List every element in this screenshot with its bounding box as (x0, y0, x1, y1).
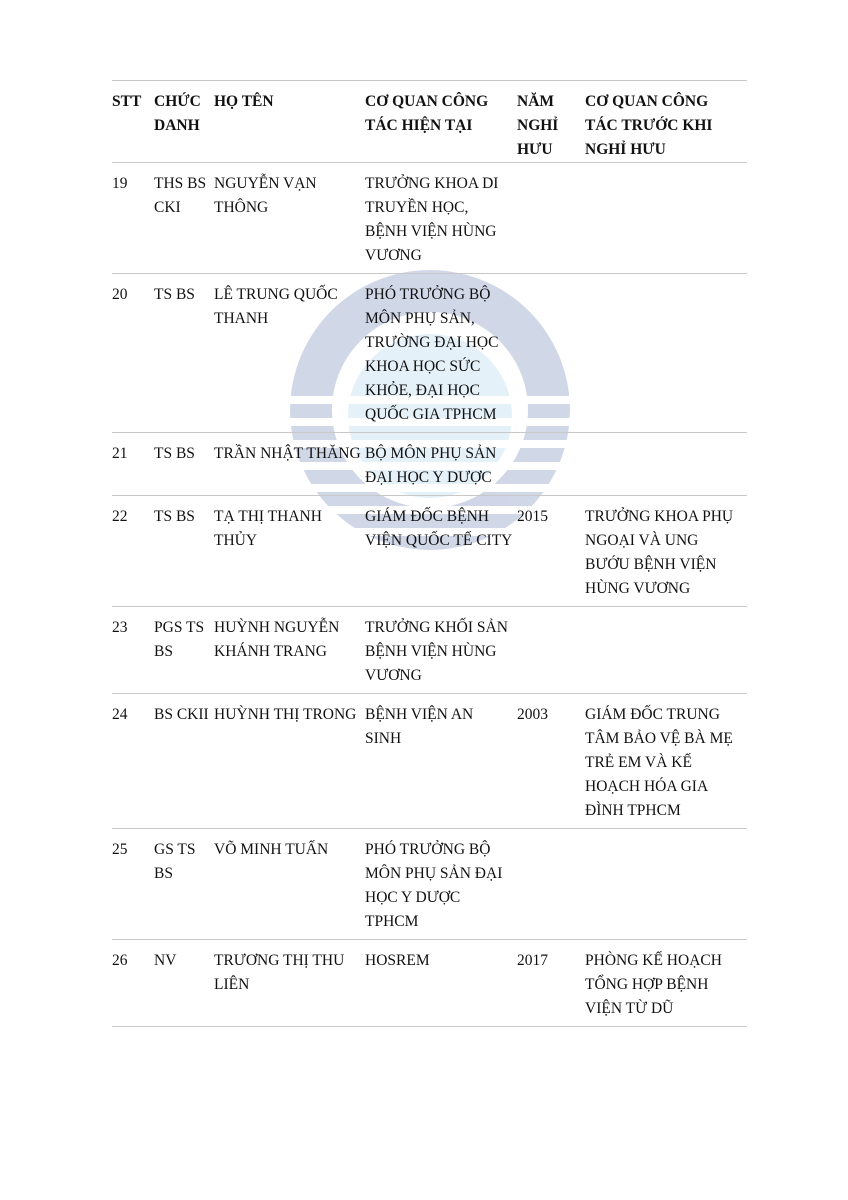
cell-title: TS BS (154, 496, 214, 607)
cell-stt: 24 (112, 694, 154, 829)
header-stt: STT (112, 81, 154, 163)
cell-org: TRƯỞNG KHỐI SẢN BỆNH VIỆN HÙNG VƯƠNG (365, 607, 517, 694)
cell-prev-org: GIÁM ĐỐC TRUNG TÂM BẢO VỆ BÀ MẸ TRẺ EM VÀ KẾ HOẠCH HÓA GIA ĐÌNH TPHCM (585, 694, 747, 829)
cell-prev-org (585, 163, 747, 274)
header-title: CHỨC DANH (154, 81, 214, 163)
cell-name: NGUYỄN VẠN THÔNG (214, 163, 365, 274)
header-prev-org: CƠ QUAN CÔNG TÁC TRƯỚC KHI NGHỈ HƯU (585, 81, 747, 163)
table-row (112, 496, 747, 607)
cell-title: NV (154, 940, 214, 1027)
cell-year: 2017 (517, 940, 585, 1027)
cell-year (517, 829, 585, 940)
cell-org: GIÁM ĐỐC BỆNH VIỆN QUỐC TẾ CITY (365, 496, 517, 607)
table-row (112, 694, 747, 829)
header-name: HỌ TÊN (214, 81, 365, 163)
cell-year (517, 163, 585, 274)
cell-stt: 25 (112, 829, 154, 940)
cell-title: PGS TS BS (154, 607, 214, 694)
cell-name: LÊ TRUNG QUỐC THANH (214, 274, 365, 433)
cell-org: BỘ MÔN PHỤ SẢN ĐẠI HỌC Y DƯỢC (365, 433, 517, 496)
cell-title: GS TS BS (154, 829, 214, 940)
cell-title: TS BS (154, 433, 214, 496)
cell-org: PHÓ TRƯỞNG BỘ MÔN PHỤ SẢN ĐẠI HỌC Y DƯỢC TPHCM (365, 829, 517, 940)
cell-name: TRẦN NHẬT THĂNG (214, 433, 365, 496)
table-row (112, 274, 747, 433)
cell-prev-org: TRƯỞNG KHOA PHỤ NGOẠI VÀ UNG BƯỚU BỆNH VIỆN HÙNG VƯƠNG (585, 496, 747, 607)
header-year: NĂM NGHỈ HƯU (517, 81, 585, 163)
cell-name: TẠ THỊ THANH THỦY (214, 496, 365, 607)
cell-year: 2015 (517, 496, 585, 607)
cell-title: THS BS CKI (154, 163, 214, 274)
table-header-row (112, 81, 747, 163)
cell-year (517, 274, 585, 433)
cell-year: 2003 (517, 694, 585, 829)
cell-year (517, 433, 585, 496)
cell-org: TRƯỞNG KHOA DI TRUYỀN HỌC, BỆNH VIỆN HÙNG VƯƠNG (365, 163, 517, 274)
cell-name: HUỲNH THỊ TRONG (214, 694, 365, 829)
header-org: CƠ QUAN CÔNG TÁC HIỆN TẠI (365, 81, 517, 163)
cell-stt: 26 (112, 940, 154, 1027)
cell-stt: 20 (112, 274, 154, 433)
cell-prev-org: PHÒNG KẾ HOẠCH TỔNG HỢP BỆNH VIỆN TỪ DŨ (585, 940, 747, 1027)
cell-prev-org (585, 829, 747, 940)
table-row (112, 163, 747, 274)
cell-stt: 23 (112, 607, 154, 694)
cell-title: BS CKII (154, 694, 214, 829)
cell-stt: 21 (112, 433, 154, 496)
cell-year (517, 607, 585, 694)
cell-org: HOSREM (365, 940, 517, 1027)
table-row (112, 433, 747, 496)
cell-stt: 19 (112, 163, 154, 274)
table-row (112, 607, 747, 694)
cell-org: BỆNH VIỆN AN SINH (365, 694, 517, 829)
cell-prev-org (585, 607, 747, 694)
cell-name: TRƯƠNG THỊ THU LIÊN (214, 940, 365, 1027)
cell-name: VÕ MINH TUẤN (214, 829, 365, 940)
staff-table (112, 80, 747, 1027)
cell-name: HUỲNH NGUYỄN KHÁNH TRANG (214, 607, 365, 694)
cell-prev-org (585, 274, 747, 433)
table-row (112, 829, 747, 940)
cell-org: PHÓ TRƯỞNG BỘ MÔN PHỤ SẢN, TRƯỜNG ĐẠI HỌC KHOA HỌC SỨC KHỎE, ĐẠI HỌC QUỐC GIA TPHCM (365, 274, 517, 433)
cell-stt: 22 (112, 496, 154, 607)
cell-prev-org (585, 433, 747, 496)
table-row (112, 940, 747, 1027)
cell-title: TS BS (154, 274, 214, 433)
